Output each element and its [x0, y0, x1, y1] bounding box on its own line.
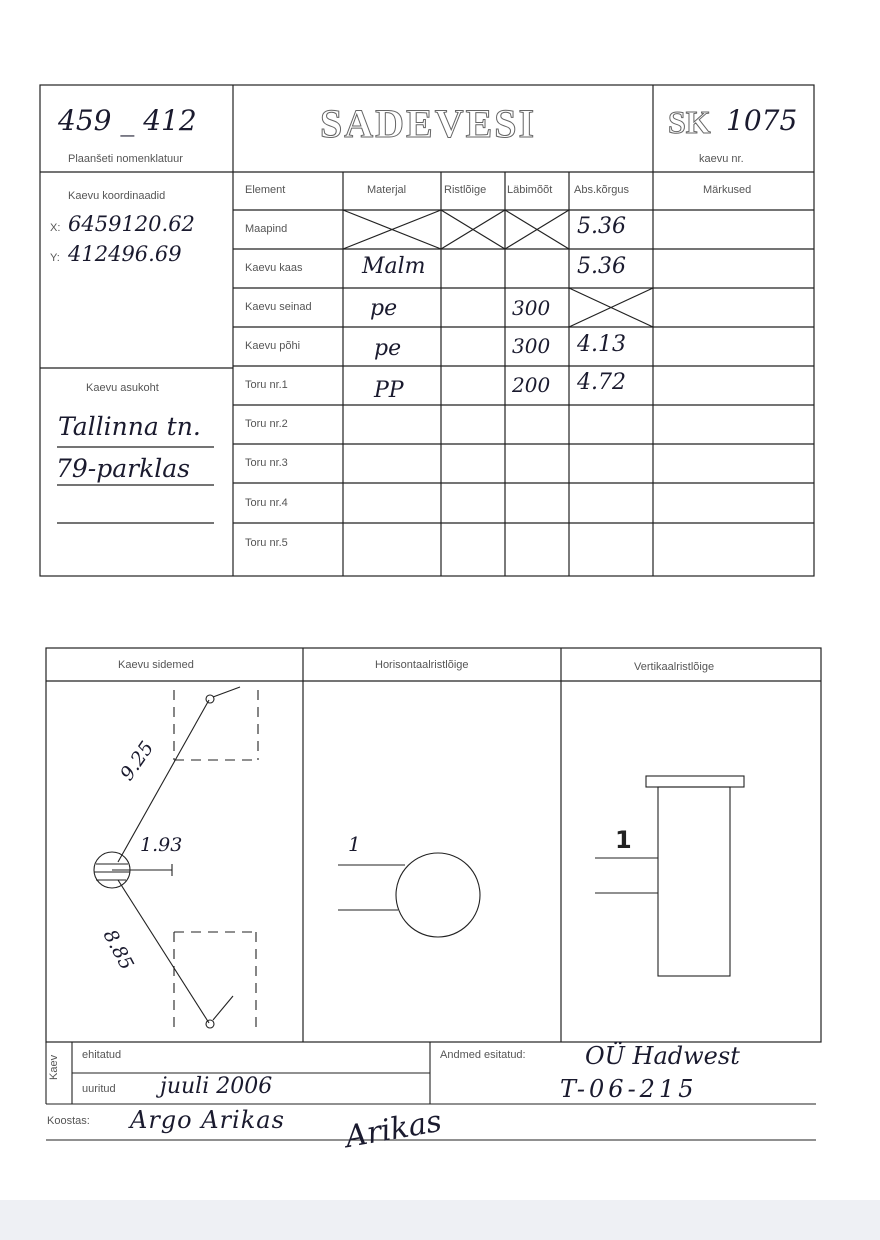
- data-label: Andmed esitatud:: [440, 1049, 526, 1061]
- built-label: ehitatud: [82, 1049, 122, 1061]
- row-element: Kaevu põhi: [245, 340, 301, 352]
- plan-label: Plaanšeti nomenklatuur: [68, 153, 183, 165]
- row-element: Maapind: [245, 223, 288, 235]
- col-header-notes: Märkused: [703, 184, 752, 196]
- dim-right: 1.93: [140, 834, 183, 856]
- row-material: PP: [374, 378, 404, 403]
- row-material: pe: [374, 336, 402, 361]
- row-height: 5.36: [577, 254, 626, 279]
- col-header-diameter: Läbimõõt: [507, 184, 553, 196]
- row-element: Kaevu seinad: [245, 301, 312, 313]
- row-element: Toru nr.4: [245, 497, 288, 509]
- plan-number: 459 _ 412: [58, 104, 197, 137]
- row-element: Toru nr.2: [245, 418, 288, 430]
- row-diameter: 200: [512, 373, 551, 397]
- well-number: 1075: [726, 104, 798, 137]
- row-material: pe: [370, 296, 398, 321]
- connections-drawing: [94, 687, 258, 1034]
- location-line1: Tallinna tn.: [58, 412, 201, 441]
- dim-upper: 9.25: [116, 737, 159, 785]
- row-element: Kaevu kaas: [245, 262, 303, 274]
- job-number: T-06-215: [560, 1075, 698, 1103]
- row-diameter: 300: [512, 296, 551, 320]
- page-title: SADEVESI: [320, 101, 537, 146]
- location-label: Kaevu asukoht: [86, 382, 159, 394]
- col-header-material: Materjal: [367, 184, 407, 196]
- well-label: kaevu nr.: [699, 153, 744, 165]
- x-value: 6459120.62: [68, 212, 195, 236]
- side-label: Kaev: [48, 1054, 60, 1080]
- row-element: Toru nr.5: [245, 537, 288, 549]
- vertical-section-drawing: [595, 776, 744, 976]
- pipe-label-horizontal: 1: [348, 832, 361, 856]
- compiled-value: Argo Arikas: [130, 1106, 285, 1134]
- row-element: Toru nr.1: [245, 379, 288, 391]
- compiled-label: Koostas:: [47, 1115, 90, 1127]
- col-header-height: Abs.kõrgus: [574, 184, 630, 196]
- scan-edge: [0, 1200, 880, 1240]
- surveyed-label: uuritud: [82, 1083, 116, 1095]
- surveyed-value: juuli 2006: [160, 1074, 273, 1099]
- col-header-element: Element: [245, 184, 286, 196]
- coords-label: Kaevu koordinaadid: [68, 190, 166, 202]
- y-label: Y:: [50, 252, 60, 264]
- location-line2: 79-parklas: [56, 454, 190, 483]
- y-value: 412496.69: [68, 242, 182, 266]
- connections-label: Kaevu sidemed: [118, 659, 194, 671]
- signature: Arikas: [342, 1103, 445, 1156]
- row-diameter: 300: [512, 334, 551, 358]
- vertical-section-label: Vertikaalristlõige: [634, 661, 715, 673]
- x-label: X:: [50, 222, 61, 234]
- row-height: 5.36: [577, 214, 626, 239]
- row-element: Toru nr.3: [245, 457, 288, 469]
- dim-lower: 8.85: [98, 926, 138, 974]
- row-material: Malm: [362, 254, 426, 279]
- pipe-label-vertical: 1: [615, 826, 632, 854]
- row-height: 4.13: [577, 332, 626, 357]
- row-height: 4.72: [577, 370, 626, 395]
- company: OÜ Hadwest: [585, 1042, 740, 1070]
- horizontal-section-drawing: [338, 853, 480, 937]
- col-header-cross: Ristlõige: [444, 184, 487, 196]
- horizontal-section-label: Horisontaalristlõige: [375, 659, 469, 671]
- well-prefix: SK: [668, 104, 711, 140]
